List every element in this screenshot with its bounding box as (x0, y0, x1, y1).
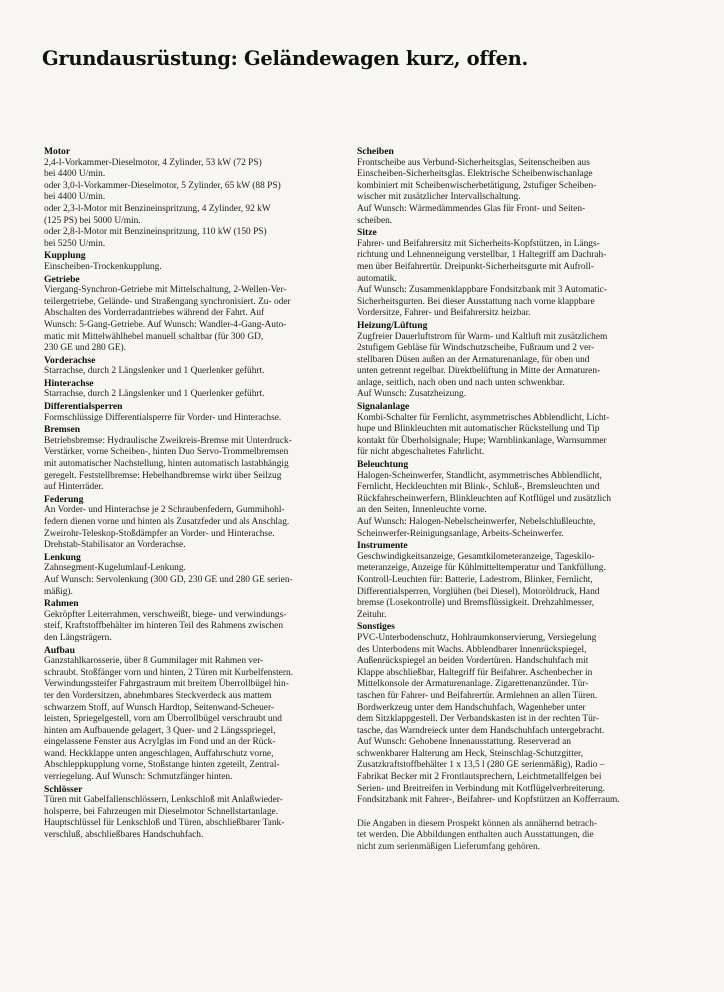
section-heading: Federung (44, 493, 84, 505)
section-text-line: 2,4-l-Vorkammer-Dieselmotor, 4 Zylinder, 53 kW (72 PS) (44, 157, 262, 168)
section-text-line: Fahrer- und Beifahrersitz mit Sicherheits-Kopfstützen, in Längs- (357, 238, 600, 249)
section-text-line: (125 PS) bei 5000 U/min. (44, 215, 141, 226)
footnote-line: tet werden. Die Abbildungen enthalten auch Ausstattungen, die (357, 830, 594, 841)
section-text-line: bei 4400 U/min. (44, 192, 106, 203)
section-text-line: Bordwerkzeug unter dem Handschuhfach, Wagenheber unter (357, 702, 586, 713)
section-text-line: unten getrennt regelbar. Direktbelüftung in Mitte der Armaturen- (357, 366, 601, 377)
section-heading: Sonstiges (357, 621, 395, 633)
section-text-line: hinten am Aufbauende gelagert, 3 Quer- und 2 Längsspriegel, (44, 725, 276, 736)
section-text-line: oder 3,0-l-Vorkammer-Dieselmotor, 5 Zylinder, 65 kW (88 PS) (44, 180, 281, 191)
section-text-line: ter den Vordersitzen, abnehmbares Steckverdeck aus mattem (44, 690, 272, 701)
section-signalanlage (357, 401, 675, 459)
section-text-line: Einscheiben-Sicherheitsglas. Elektrische Scheibenwischanlage (357, 169, 593, 180)
section-schloesser (44, 784, 350, 842)
section-heading: Kupplung (44, 250, 86, 262)
section-text-line: Abschleppkupplung vorne, Stoßstange hinten zgeteilt, Zentral- (44, 760, 280, 771)
section-aufbau (44, 645, 350, 784)
section-text-line: Auf Wunsch: Servolenkung (300 GD, 230 GE und 280 GE serien- (44, 574, 293, 585)
section-text-line: Auf Wunsch: Gehobene Innenausstattung. Reserverad an (357, 737, 571, 748)
section-heading: Instrumente (357, 540, 408, 552)
footnote-line: Die Angaben in diesem Prospekt können als annähernd betrach- (357, 818, 598, 829)
section-text-line: an den Seiten, Innenleuchte vorne. (357, 505, 487, 516)
section-text-line: Verwindungssteifer Fahrgastraum mit breitem Überrollbügel hin- (44, 679, 289, 690)
section-text-line: 230 GE und 280 GE). (44, 343, 127, 354)
section-differentialsperren (44, 401, 350, 424)
section-heizung-lueftung (357, 320, 675, 401)
section-heading: Signalanlage (357, 401, 410, 413)
section-text-line: holsperre, bei Fahrzeugen mit Dieselmotor Schnellstartanlage. (44, 806, 279, 817)
section-heading: Differentialsperren (44, 401, 123, 413)
section-text-line: matic mit Mittelwählhebel manuell schaltbar (für 300 GD, (44, 331, 264, 342)
section-text-line: Gekröpfter Leiterrahmen, verschweißt, biege- und verwindungs- (44, 609, 287, 620)
section-text-line: federn dienen vorne und hinten als Zusatzfeder und als Anschlag. (44, 517, 290, 527)
right-column (357, 146, 675, 854)
section-heading: Motor (44, 146, 71, 157)
section-heading: Getriebe (44, 273, 80, 285)
section-text-line: Drehstab-Stabilisator an Vorderachse. (44, 540, 186, 551)
footnote-line: nicht zum serienmäßigen Lieferumfang gehören. (357, 842, 541, 853)
section-sitze (357, 227, 675, 320)
section-text-line: Mittelkonsole der Armaturenanlage. Zigarettenanzünder. Tür- (357, 679, 589, 690)
section-heading: Lenkung (44, 551, 81, 563)
section-heading: Rahmen (44, 598, 79, 610)
section-heading: Aufbau (44, 644, 75, 656)
section-text-line: Zweirohr-Teleskop-Stoßdämpfer an Vorder- und Hinterachse. (44, 528, 275, 539)
section-text-line: Zeituhr. (357, 609, 387, 620)
section-text-line: oder 2,8-l-Motor mit Benzineinspritzung, 110 kW (150 PS) (44, 227, 267, 238)
section-text-line: bei 4400 U/min. (44, 169, 106, 180)
section-motor (44, 146, 350, 250)
section-heading: Scheiben (357, 146, 394, 157)
section-text-line: automatik. (357, 273, 397, 284)
section-text-line: den Längsträgern. (44, 632, 112, 643)
section-text-line: hupe und Blinkleuchten mit automatischer Rückstellung und Tip (357, 424, 600, 435)
section-text-line: eingelassene Fenster aus Acrylglas im Fond und an der Rück- (44, 737, 276, 748)
section-text-line: des Unterbodens mit Wachs. Abblendbarer Innenrückspiegel, (357, 644, 587, 655)
footnote (357, 819, 675, 854)
section-text-line: Ganzstahlkarosserie, über 8 Gummilager mit Rahmen ver- (44, 656, 264, 667)
section-vorderachse (44, 355, 350, 378)
section-text-line: kontakt für Überholsignale; Hupe; Warnblinkanlage, Warnsummer (357, 435, 607, 446)
section-text-line: scheiben. (357, 215, 393, 226)
section-text-line: bremse (Losekontrolle) und Bremsflüssigkeit. Drehzahlmesser, (357, 598, 595, 609)
section-heading: Schlösser (44, 783, 83, 795)
section-text-line: Rückfahrscheinwerfern, Blinkleuchten auf Kotflügel und zusätzlich (357, 493, 612, 504)
section-scheiben (357, 146, 675, 227)
page-title: Grundausrüstung: Geländewagen kurz, offen. (42, 47, 529, 70)
section-hinterachse (44, 378, 350, 401)
section-text-line: Viergang-Synchron-Getriebe mit Mittelschaltung, 2-Wellen-Ver- (44, 285, 287, 296)
section-text-line: Starrachse, durch 2 Längslenker und 1 Querlenker geführt. (44, 366, 265, 377)
section-text-line: Fondsitzbank mit Fahrer-, Beifahrer- und Kopfstützen an Kofferraum. (357, 795, 620, 806)
section-text-line: schwarzem Stoff, auf Wunsch Hardtop, Seitenwand-Scheuer- (44, 702, 275, 713)
section-text-line: Zahnsegment-Kugelumlauf-Lenkung. (44, 563, 186, 574)
section-text-line: steif, Kraftstoffbehälter im hinteren Teil des Rahmens zwischen (44, 621, 284, 632)
section-text-line: auf Hinterräder. (44, 482, 104, 493)
section-text-line: taschen für Fahrer- und Beifahrertür. Armlehnen an allen Türen. (357, 690, 598, 701)
section-text-line: Fernlicht, Heckleuchten mit Blink-, Schluß-, Bremsleuchten und (357, 482, 600, 493)
section-text-line: Klappe abschließbar, Haltegriff für Beifahrer. Aschenbecher in (357, 667, 593, 678)
section-heading: Heizung/Lüftung (357, 319, 428, 331)
section-text-line: Halogen-Scheinwerfer, Standlicht, asymmetrisches Abblendlicht, (357, 470, 602, 481)
section-text-line: für nicht abgeschaltetes Fahrlicht. (357, 447, 485, 458)
section-text-line: tasche, das Warndreieck unter dem Handschuhfach untergebracht. (357, 725, 605, 736)
section-text-line: Zusatzkraftstoffbehälter 1 x 13,5 l (280 GE serienmäßig), Radio – (357, 760, 605, 771)
section-text-line: meteranzeige, Anzeige für Kühlmitteltemperatur und Tankfüllung. (357, 563, 606, 574)
section-text-line: stellbaren Düsen außen an der Armaturenanlage, für oben und (357, 354, 590, 365)
section-rahmen (44, 598, 350, 644)
section-text-line: Geschwindigkeitsanzeige, Gesamtkilometeranzeige, Tageskilo- (357, 551, 595, 562)
section-text-line: wischer mit zusätzlicher Intervallschaltung. (357, 192, 521, 203)
section-instrumente (357, 540, 675, 621)
section-getriebe (44, 274, 350, 355)
section-text-line: Auf Wunsch: Zusatzheizung. (357, 389, 467, 400)
left-column (44, 146, 350, 842)
section-text-line: Wunsch: 5-Gang-Getriebe. Auf Wunsch: Wandler-4-Gang-Auto- (44, 319, 287, 330)
section-text-line: Serien- und Breitreifen in Verbindung mit Kotflügelverbreiterung. (357, 783, 605, 794)
section-text-line: leisten, Spriegelgestell, vorn am Überrollbügel verschraubt und (44, 714, 282, 725)
section-text-line: Abschalten des Vorderradantriebes während der Fahrt. Auf (44, 308, 265, 319)
section-lenkung (44, 552, 350, 598)
section-text-line: bei 5250 U/min. (44, 238, 106, 249)
section-heading: Sitze (357, 227, 377, 239)
section-text-line: Auf Wunsch: Zusammenklappbare Fondsitzbank mit 3 Automatic- (357, 285, 607, 296)
section-heading: Beleuchtung (357, 459, 409, 471)
section-kupplung (44, 250, 350, 273)
section-text-line: Vordersitze, Fahrer- und Beifahrersitz heizbar. (357, 308, 531, 319)
section-text-line: Frontscheibe aus Verbund-Sicherheitsglas, Seitenscheiben aus (357, 157, 590, 168)
section-text-line: An Vorder- und Hinterachse je 2 Schraubenfedern, Gummihohl- (44, 505, 285, 516)
section-text-line: Differentialsperren, Vorglühen (bei Diesel), Motoröldruck, Hand (357, 586, 600, 597)
section-text-line: geregelt. Feststellbremse: Hebelhandbremse wirkt über Seilzug (44, 470, 282, 481)
section-text-line: Scheinwerfer-Reinigungsanlage, Arbeits-Scheinwerfer. (357, 528, 564, 539)
section-text-line: richtung und Lehnenneigung verstellbar, 1 Haltegriff am Dachrah- (357, 250, 607, 261)
section-text-line: dem Sitzklappgestell. Der Verbandskasten ist in der rechten Tür- (357, 714, 599, 725)
section-text-line: schraubt. Stoßfänger vorn und hinten, 2 Türen mit Kurbelfenstern. (44, 667, 293, 678)
section-federung (44, 494, 350, 552)
section-text-line: Verstärker, vorne Scheiben-, hinten Duo Servo-Trommelbremsen (44, 447, 289, 458)
section-text-line: Kombi-Schalter für Fernlicht, asymmetrisches Abblendlicht, Licht- (357, 412, 610, 423)
section-text-line: Sicherheitsgurten. Bei dieser Ausstattung nach vorne klappbare (357, 296, 595, 307)
section-text-line: Hauptschlüssel für Lenkschloß und Türen, abschließbarer Tank- (44, 818, 285, 829)
section-text-line: Auf Wunsch: Wärmedämmendes Glas für Front- und Seiten- (357, 203, 586, 214)
section-text-line: mit automatischer Nachstellung, hinten automatisch lastabhängig (44, 459, 289, 470)
section-text-line: kombiniert mit Scheibenwischerbetätigung, 2stufiger Scheiben- (357, 180, 597, 191)
section-text-line: Außenrückspiegel an beiden Vordertüren. Handschuhfach mit (357, 656, 589, 667)
section-text-line: Einscheiben-Trockenkupplung. (44, 261, 162, 272)
section-text-line: schwenkbarer Halterung am Heck, Steinschlag-Schutzgitter, (357, 748, 584, 759)
section-text-line: anlage, seitlich, nach oben und nach unten schwenkbar. (357, 377, 565, 388)
section-text-line: oder 2,3-l-Motor mit Benzineinspritzung, 4 Zylinder, 92 kW (44, 203, 271, 214)
section-text-line: wand. Heckklappe unten angeschlagen, Auffahrschutz vorne, (44, 748, 274, 759)
section-bremsen (44, 424, 350, 494)
section-heading: Vorderachse (44, 354, 96, 366)
section-text-line: PVC-Unterbodenschutz, Hohlraumkonservierung, Versiegelung (357, 632, 597, 643)
section-text-line: Betriebsbremse: Hydraulische Zweikreis-Bremse mit Unterdruck- (44, 435, 292, 446)
section-text-line: Formschlüssige Differentialsperre für Vorder- und Hinterachse. (44, 412, 282, 423)
section-text-line: mäßig). (44, 586, 73, 597)
section-text-line: Türen mit Gabelfallenschlössern, Lenkschloß mit Anlaßwieder- (44, 795, 283, 806)
section-sonstiges (357, 621, 675, 807)
section-text-line: Kontroll-Leuchten für: Batterie, Ladestrom, Blinker, Fernlicht, (357, 574, 593, 585)
section-text-line: Zugfreier Dauerluftstrom für Warm- und Kaltluft mit zusätzlichem (357, 331, 608, 342)
section-text-line: verriegelung. Auf Wunsch: Schmutzfänger hinten. (44, 772, 233, 783)
section-beleuchtung (357, 459, 675, 540)
section-text-line: men über Beifahrertür. Dreipunkt-Sicherheitsgurte mit Aufroll- (357, 261, 594, 272)
section-heading: Bremsen (44, 424, 81, 436)
section-text-line: verschluß, abschließbares Handschuhfach. (44, 830, 204, 841)
section-heading: Hinterachse (44, 377, 94, 389)
section-text-line: Auf Wunsch: Halogen-Nebelscheinwerfer, Nebelschlußleuchte, (357, 517, 596, 527)
section-text-line: 2stufigem Gebläse für Windschutzscheibe, Fußraum und 2 ver- (357, 343, 595, 354)
section-text-line: Fabrikat Becker mit 2 Frontlautsprechern, Leichtmetallfelgen bei (357, 772, 602, 783)
section-text-line: teilergetriebe, Gelände- und Straßengang synchronisiert. Zu- oder (44, 296, 291, 307)
section-text-line: Starrachse, durch 2 Längslenker und 1 Querlenker geführt. (44, 389, 265, 400)
